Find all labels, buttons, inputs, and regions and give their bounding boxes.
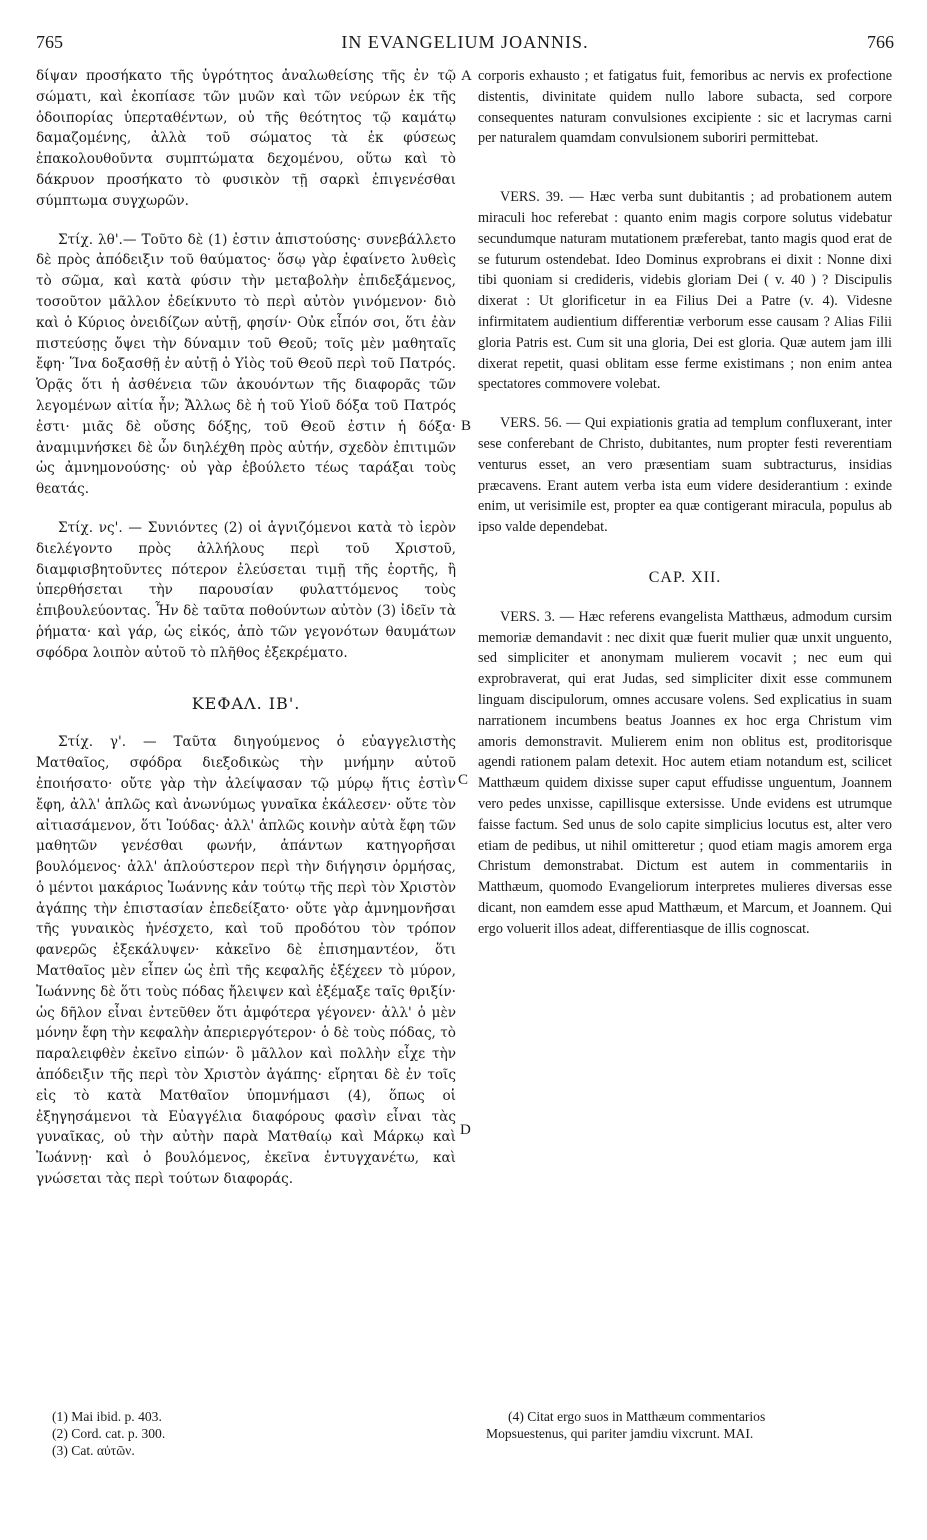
latin-paragraph-4: VERS. 3. — Hæc referens evangelista Matthæus, admodum cursim memoriæ demandavit : nec dixit quæ fuerit mulier quæ unxit unguento, sed simpliciter et anonymam mulierem vocavit ; nec eum qui exprobraverat, qui erat Judas, sed simpliciter dixit esse communem linguam discipulorum, omnes accusare volens. Sed explicatius in suam narrationem incumbens beatus Joannes ex hoc erga Christum vim amoris demonstravit. Mulierem enim non oblitus est, proditorisque agendi rationem palam detexit. Hoc autem etiam notandum est, scilicet Matthæum quidem dixisse super caput effudisse unguentum, Joannem vero pedes unxisse, capillisque extersisse. Unde evidens est utrumque faisse factum. Sed unus de solo capite simplicius locutus est, alter vero etiam de pedibus, ut nihil omitteretur ; quod etiam magis amorem erga Christum demonstrabat. Dictum est autem in commentariis in Matthæum, quomodo Evangeliorum interpretes mulieres diversas esse dicant, non eamdem esse apud Matthæum, et Marcum, et Joannem. Qui ergo voluerit illos adeat, differentiasque de illis cognoscat. bbox=[478, 608, 892, 937]
running-header bbox=[36, 32, 894, 54]
running-title: IN EVANGELIUM JOANNIS. bbox=[341, 32, 589, 52]
greek-column bbox=[36, 66, 456, 1190]
page-number-left: 765 bbox=[36, 32, 63, 52]
latin-paragraph-3: VERS. 56. — Qui expiationis gratia ad templum confluxerant, inter sese conferebant de Christo, dubitantes, num propter festi reverentiam venturus esset, an vero præsentiam suam subtracturus, insidias præcavens. Erant autem verba ista eum videre desiderantium : exinde enim, ut verisimile est, propter ea quæ contigerant miracula, populus ab ipso valde dependebat. bbox=[478, 415, 892, 536]
greek-paragraph-4: Στίχ. γ'. — Ταῦτα διηγούμενος ὁ εὐαγγελιστὴς Ματθαῖος, σφόδρα διεξοδικὼς τὴν μνήμην αὐτοῦ ἐποιήσατο· οὔτε γὰρ τὴν ἀλείψασαν τῷ μύρῳ ἥτις ἐστὶν ἔφη, ἀλλ' ἁπλῶς καὶ ἀνωνύμως γυναῖκα ἐκάλεσεν· οὔτε τὸν αἰτιασάμενον, ὅτι Ἰούδας· ἀλλ' ἁπλῶς κοινὴν αὐτὰ ἔφη τῶν μαθητῶν γενέσθαι φωνήν, ἁπάντων κατηγορῆσαι βουλόμενος· ἀλλ' ἁπλούστερον περὶ τὴν διήγησιν ὁρμήσας, ὁ μέντοι μακάριος Ἰωάννης κἀν τούτῳ τῆς περὶ τὸν Χριστὸν ἀγάπης τὴν ἐπιστασίαν ἐπεδείξατο· οὔτε γὰρ ἀμνημονῆσαι τῆς γυναικὸς ἠνέσχετο, καὶ τοῦ προδότου τὸν τρόπον φανερῶς ἐξεκάλυψεν· κἀκεῖνο δὲ ἐπισημαντέον, ὅτι Ματθαῖος μὲν εἶπεν ὡς ἐπὶ τῆς κεφαλῆς ἐξέχεεν τὸ μύρον, Ἰωάννης δὲ ὅτι τοὺς πόδας ἤλειψεν καὶ ἐξέμαξε ταῖς θριξίν· ὡς δῆλον εἶναι ἐντεῦθεν ὅτι ἀμφότερα γέγονεν· ἀλλ' ὁ μὲν μόνην ἔφη τὴν κεφαλὴν ἀπεριεργότερον· ὁ δὲ τοὺς πόδας, τὸ παραλειφθὲν ἐκεῖνο εἰπών· ὃ μᾶλλον καὶ πολλὴν εἶχε τὴν ἀπόδειξιν τῆς περὶ τὸν Χριστὸν ἀγάπης· εἴρηται δὲ ἐν τοῖς εἰς τὸ κατὰ Ματθαῖον ὑπομνήμασι (4), ὅπως οἱ ἐξηγησάμενοι τὰ Εὐαγγέλια διαφόρους φασὶν εἶναι τὰς γυναῖκας, οὐ τὴν αὐτὴν παρὰ Ματθαίῳ καὶ Μάρκῳ καὶ Ἰωάννῃ· καὶ ὁ βουλόμενος, ἐκεῖνα ἐντυγχανέτω, καὶ γνώσεται τὰς περὶ τούτων διαφοράς. bbox=[36, 734, 456, 1188]
margin-letter-c: C bbox=[458, 772, 469, 788]
margin-letter-a: A bbox=[461, 68, 472, 84]
latin-paragraph-2: VERS. 39. — Hæc verba sunt dubitantis ; ad probationem autem miraculi hoc referebat : quanto enim magis corpore solutus videbatur secundumque naturam mutationem præferebat, tanto magis quod erat de se futurum ostendebat. Ideo Dominus exprobrans ei dixit : Nonne dixi tibi quoniam si credideris, videbis gloriam Dei ( v. 40 ) ? Discipulis dixerat : Ut glorificetur in ea Filius Dei a Patre (v. 4). Videsne infirmitatem audientium differentiæ verborum esse causam ? Alias Filii gloria Patris est. Cum sit una gloria, Dei est gloria. Quæ autem jam illi dixerat repetit, quasi oblitam esse ferme existimans ; non enim antea spectatores commovere volebat. bbox=[478, 189, 892, 393]
latin-chapter-heading: CAP. XII. bbox=[648, 568, 722, 586]
greek-chapter-heading: ΚΕΦΑΛ. ΙΒ'. bbox=[191, 693, 301, 713]
latin-column bbox=[478, 66, 892, 939]
footnote-1: (1) Mai ibid. p. 403. bbox=[52, 1409, 162, 1424]
footnote-4-line-1: (4) Citat ergo suos in Matthæum commentarios bbox=[508, 1409, 766, 1424]
footnote-3: (3) Cat. αὐτῶν. bbox=[52, 1443, 135, 1458]
footnotes-right bbox=[486, 1408, 896, 1442]
greek-paragraph-2: Στίχ. λθ'.— Τοῦτο δὲ (1) ἐστιν ἀπιστούσης· συνεβάλλετο δὲ πρὸς ἀπόδειξιν τοῦ θαύματος· ὅσῳ γὰρ ἐφαίνετο λυθεὶς τὸ σῶμα, καὶ κατὰ φύσιν τὴν μεταβολὴν ἐπιδεξάμενος, τοσοῦτον μᾶλλον ἐδείκνυτο τὸ περὶ αὐτὸν γινόμενον· διὸ καὶ ὁ Κύριος ὀνειδίζων αὐτῇ, φησίν· Οὐκ εἶπόν σοι, ὅτι ἐὰν πιστεύσῃς ὄψει τὴν δύναμιν τοῦ Θεοῦ; τοῖς μὲν μαθηταῖς ἔφη· Ἵνα δοξασθῇ ἐν αὐτῇ ὁ Υἱὸς τοῦ Θεοῦ περὶ τοῦ Πατρός. Ὁρᾷς ὅτι ἡ ἀσθένεια τῶν ἀκουόντων τῆς διαφορᾶς τῶν λεγομένων αἰτία ἦν; Ἄλλως δὲ ἡ τοῦ Υἱοῦ δόξα τοῦ Πατρός ἐστι· μιᾶς δὲ οὔσης δόξης, τοῦ Θεοῦ ἐστιν ἡ δόξα· ἀναμιμνήσκει δὲ ὧν διηλέχθη πρὸς αὐτήν, σχεδὸν ἐπιτιμῶν ὡς ἀμνημονούσης· οὐ γὰρ ἐβούλετο τέως ταράξαι τοὺς θεατάς. bbox=[36, 231, 456, 498]
page-number-right: 766 bbox=[867, 32, 894, 52]
margin-letter-b: B bbox=[461, 418, 472, 434]
greek-paragraph-1: δίψαν προσήκατο τῆς ὑγρότητος ἀναλωθείσης τῆς ἐν τῷ σώματι, καὶ ἐκοπίασε τῶν μυῶν καὶ τῶν νεύρων ἐκ τῆς ὁδοιπορίας ὑπερταθέντων, οὐ τῆς θεότητος τῷ καμάτῳ δαμαζομένης, ἀλλὰ τοῦ σώματος τὰ ἐκ φύσεως ἐπακολουθοῦντα συμπτώματα δεχομένου, οὕτω καὶ τὸ δάκρυον προσήκατο τὸ φυσικὸν τῇ σαρκὶ ἐπιγενέσθαι σύμπτωμα συγχωρῶν. bbox=[36, 68, 456, 209]
latin-paragraph-1: corporis exhausto ; et fatigatus fuit, femoribus ac nervis ex profectione distentis, divinitate quidem nullo labore subacta, sed corpore consequentes naturam convulsiones excipiente : sic et lacrymas carni per naturalem quamdam convulsionem suboriri permittebat. bbox=[478, 68, 892, 147]
greek-paragraph-3: Στίχ. νς'. — Συνιόντες (2) οἱ ἁγνιζόμενοι κατὰ τὸ ἱερὸν διελέγοντο πρὸς ἀλλήλους περὶ τοῦ Χριστοῦ, διαμφισβητοῦντες πότερον ἐλεύσεται τιμῇ τῆς ἑορτῆς, ἢ ὑπερθήσεται τὴν παρουσίαν φυλαττόμενος τοὺς ἐπιβουλεύοντας. Ἦν δὲ ταῦτα ποθούντων αὐτὸν (3) ἰδεῖν τὰ ῥήματα· καὶ γάρ, ὡς εἰκός, ἀπὸ τῶν γεγονότων θαυμάτων σφόδρα λοιπὸν αὐτοῦ τὸ πλῆθος ἐξεκρέματο. bbox=[36, 519, 456, 661]
footnotes-left bbox=[52, 1408, 452, 1459]
footnote-2: (2) Cord. cat. p. 300. bbox=[52, 1426, 166, 1441]
footnote-4-line-2: Mopsuestenus, qui pariter jamdiu vixcrunt. MAI. bbox=[486, 1426, 754, 1441]
margin-letter-d: D bbox=[460, 1122, 471, 1138]
